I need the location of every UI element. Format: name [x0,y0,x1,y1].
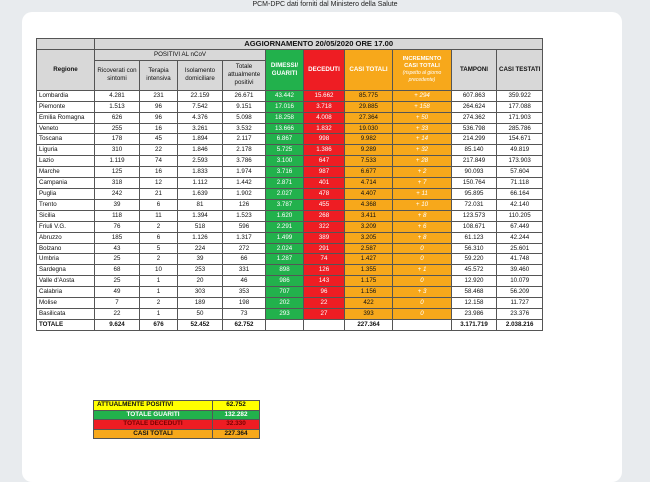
cell-casi: 4.714 [345,178,393,189]
cell-casi: 393 [345,308,393,319]
cell-ti: 2 [140,298,178,309]
cell-tot: 9.151 [223,101,266,112]
cell-regione: Abruzzo [37,232,95,243]
cell-ti: 1 [140,287,178,298]
cell-dim: 986 [266,276,304,287]
cell-inc: + 294 [393,90,452,101]
cell-tot: 2.117 [223,134,266,145]
cell-regione: Sardegna [37,265,95,276]
cell-dec: 74 [304,254,345,265]
cell-tot: 5.098 [223,112,266,123]
cell-dim: 293 [266,308,304,319]
cell-dim: 13.666 [266,123,304,134]
cell-regione: Lazio [37,156,95,167]
cell-tamp: 274.362 [452,112,497,123]
cell-inc: + 8 [393,232,452,243]
cell-iso: 52.452 [178,319,223,330]
cell-casi: 1.427 [345,254,393,265]
cell-iso: 39 [178,254,223,265]
cell-ric: 43 [95,243,140,254]
cell-iso: 253 [178,265,223,276]
cell-casi: 1.175 [345,276,393,287]
cell-dim: 2.871 [266,178,304,189]
summary-deceduti-label: TOTALE DECEDUTI [94,420,213,430]
cell-ti: 1 [140,308,178,319]
cell-dim: 3.100 [266,156,304,167]
table-row [37,232,543,243]
cell-test: 39.460 [497,265,543,276]
cell-ric: 1.513 [95,101,140,112]
cell-iso: 189 [178,298,223,309]
cell-regione: Basilicata [37,308,95,319]
cell-inc: + 2 [393,167,452,178]
cell-ti: 2 [140,221,178,232]
cell-regione: Veneto [37,123,95,134]
cell-iso: 303 [178,287,223,298]
cell-ric: 22 [95,308,140,319]
cell-test: 49.819 [497,145,543,156]
cell-test: 110.205 [497,210,543,221]
update-header: AGGIORNAMENTO 20/05/2020 ORE 17.00 [95,39,543,50]
cell-ric: 185 [95,232,140,243]
cell-iso: 50 [178,308,223,319]
cell-ti: 16 [140,123,178,134]
cell-tamp: 59.220 [452,254,497,265]
cell-test: 285.786 [497,123,543,134]
cell-iso: 3.261 [178,123,223,134]
col-deceduti: DECEDUTI [304,49,345,90]
cell-dec: 15.662 [304,90,345,101]
cell-casi: 3.205 [345,232,393,243]
cell-tot: 596 [223,221,266,232]
cell-regione: Umbria [37,254,95,265]
cell-dec: 96 [304,287,345,298]
cell-inc: + 32 [393,145,452,156]
cell-tot: 1.317 [223,232,266,243]
col-isolamento: Isolamento domiciliare [178,60,223,90]
cell-ric: 9.624 [95,319,140,330]
summary-guariti-label: TOTALE GUARITI [94,410,213,420]
cell-tot: 126 [223,199,266,210]
cell-inc: + 3 [393,287,452,298]
cell-test: 41.748 [497,254,543,265]
cell-ti: 1 [140,276,178,287]
cell-ti: 2 [140,254,178,265]
cell-tamp: 58.468 [452,287,497,298]
cell-tamp: 536.798 [452,123,497,134]
table-row [37,308,543,319]
cell-tamp: 56.310 [452,243,497,254]
cell-iso: 22.159 [178,90,223,101]
cell-ric: 318 [95,178,140,189]
table-row [37,265,543,276]
cell-inc: + 50 [393,112,452,123]
summary-positivi-value: 62.752 [213,401,260,411]
cell-tot: 46 [223,276,266,287]
cell-ric: 118 [95,210,140,221]
cell-tot: 66 [223,254,266,265]
cell-regione: Friuli V.G. [37,221,95,232]
col-dimessi: DIMESSI/ GUARITI [266,49,304,90]
cell-regione: Puglia [37,188,95,199]
cell-ric: 39 [95,199,140,210]
summary-guariti-value: 132.282 [213,410,260,420]
cell-casi: 85.775 [345,90,393,101]
cell-ti: 6 [140,232,178,243]
cell-dec: 32.330 [304,319,345,330]
cell-dim: 1.287 [266,254,304,265]
cell-test: 42.244 [497,232,543,243]
cell-dim: 3.787 [266,199,304,210]
cell-inc: 0 [393,276,452,287]
summary-casi-label: CASI TOTALI [94,429,213,439]
cell-tamp: 12.158 [452,298,497,309]
cell-tot: 3.532 [223,123,266,134]
cell-inc: 0 [393,254,452,265]
cell-test: 173.903 [497,156,543,167]
cell-test: 57.604 [497,167,543,178]
cell-inc: + 11 [393,188,452,199]
cell-ric: 4.281 [95,90,140,101]
cell-dec: 1.832 [304,123,345,134]
cell-inc: + 10 [393,199,452,210]
cell-test: 71.118 [497,178,543,189]
cell-tot: 1.902 [223,188,266,199]
cell-tot: 3.786 [223,156,266,167]
cell-dim: 17.016 [266,101,304,112]
cell-casi: 1.355 [345,265,393,276]
cell-iso: 1.894 [178,134,223,145]
cell-tamp: 95.895 [452,188,497,199]
cell-ti: 96 [140,101,178,112]
col-positivi-group: POSITIVI AL nCoV [95,49,266,60]
table-row [37,188,543,199]
cell-inc: + 8 [393,210,452,221]
table-row [37,178,543,189]
cell-tamp: 123.573 [452,210,497,221]
col-ricoverati: Ricoverati con sintomi [95,60,140,90]
cell-regione: Molise [37,298,95,309]
cell-iso: 1.394 [178,210,223,221]
cell-inc: + 6 [393,221,452,232]
cell-dim: 5.725 [266,145,304,156]
cell-iso: 1.112 [178,178,223,189]
cell-casi: 227.364 [345,319,393,330]
cell-casi: 19.030 [345,123,393,134]
cell-dim: 6.867 [266,134,304,145]
total-row [37,319,543,330]
cell-casi: 3.411 [345,210,393,221]
cell-iso: 1.639 [178,188,223,199]
cell-inc: 0 [393,243,452,254]
cell-tot: 1.523 [223,210,266,221]
cell-regione: Toscana [37,134,95,145]
cell-dec: 455 [304,199,345,210]
cell-dec: 998 [304,134,345,145]
cell-dec: 1.386 [304,145,345,156]
cell-dim: 2.291 [266,221,304,232]
cell-inc: 0 [393,298,452,309]
cell-tamp: 607.863 [452,90,497,101]
cell-test: 10.079 [497,276,543,287]
cell-ti: 12 [140,178,178,189]
cell-dec: 987 [304,167,345,178]
cell-dec: 27 [304,308,345,319]
table-row [37,210,543,221]
cell-dec: 268 [304,210,345,221]
cell-test: 25.601 [497,243,543,254]
cell-ti: 676 [140,319,178,330]
cell-casi: 9.289 [345,145,393,156]
col-casi-totali: CASI TOTALI [345,49,393,90]
cell-test: 67.449 [497,221,543,232]
cell-tamp: 45.572 [452,265,497,276]
cell-ric: 49 [95,287,140,298]
cell-tamp: 85.140 [452,145,497,156]
cell-dec: 401 [304,178,345,189]
cell-ric: 68 [95,265,140,276]
cell-tamp: 61.123 [452,232,497,243]
cell-inc: + 1 [393,265,452,276]
cell-dec: 322 [304,221,345,232]
summary-casi-value: 227.364 [213,429,260,439]
cell-test: 66.164 [497,188,543,199]
cell-dec: 143 [304,276,345,287]
cell-ric: 25 [95,276,140,287]
cell-regione: Campania [37,178,95,189]
cell-ric: 76 [95,221,140,232]
cell-regione: TOTALE [37,319,95,330]
cell-tot: 2.178 [223,145,266,156]
cell-regione: Bolzano [37,243,95,254]
cell-ric: 125 [95,167,140,178]
table-row [37,90,543,101]
cell-dec: 4.008 [304,112,345,123]
cell-ti: 22 [140,145,178,156]
cell-ti: 96 [140,112,178,123]
cell-ric: 255 [95,123,140,134]
cell-casi: 4.368 [345,199,393,210]
cell-test: 171.903 [497,112,543,123]
col-tamponi: TAMPONI [452,49,497,90]
cell-dec: 22 [304,298,345,309]
table-row [37,145,543,156]
cell-test: 56.209 [497,287,543,298]
cell-iso: 2.593 [178,156,223,167]
cell-dim: 1.620 [266,210,304,221]
cell-dim: 18.258 [266,112,304,123]
cell-iso: 7.542 [178,101,223,112]
cell-tamp: 90.093 [452,167,497,178]
cell-tot: 198 [223,298,266,309]
cell-tamp: 12.920 [452,276,497,287]
cell-dim: 202 [266,298,304,309]
cell-iso: 1.126 [178,232,223,243]
cell-casi: 27.364 [345,112,393,123]
cell-casi: 2.587 [345,243,393,254]
cell-ti: 45 [140,134,178,145]
covid-regional-table [36,38,543,331]
cell-casi: 422 [345,298,393,309]
cell-ric: 1.119 [95,156,140,167]
cell-tot: 62.752 [223,319,266,330]
cell-ric: 178 [95,134,140,145]
cell-regione: Trento [37,199,95,210]
cell-iso: 4.376 [178,112,223,123]
cell-ric: 626 [95,112,140,123]
summary-deceduti-value: 32.330 [213,420,260,430]
col-casi-testati: CASI TESTATI [497,49,543,90]
cell-casi: 1.156 [345,287,393,298]
cell-dim: 1.499 [266,232,304,243]
cell-dec: 647 [304,156,345,167]
cell-inc: + 14 [393,134,452,145]
cell-dec: 291 [304,243,345,254]
cell-casi: 3.209 [345,221,393,232]
cell-test: 154.671 [497,134,543,145]
cell-regione: Marche [37,167,95,178]
cell-inc: + 158 [393,101,452,112]
cell-tot: 73 [223,308,266,319]
cell-dim: 3.716 [266,167,304,178]
table-row [37,123,543,134]
cell-ti: 231 [140,90,178,101]
cell-dec: 478 [304,188,345,199]
cell-ti: 11 [140,210,178,221]
table-row [37,134,543,145]
cell-ti: 74 [140,156,178,167]
table-row [37,199,543,210]
cell-dec: 389 [304,232,345,243]
cell-tamp: 217.849 [452,156,497,167]
cell-tot: 26.671 [223,90,266,101]
cell-iso: 224 [178,243,223,254]
cell-tot: 353 [223,287,266,298]
cell-regione: Lombardia [37,90,95,101]
cell-iso: 1.846 [178,145,223,156]
cell-tamp: 214.299 [452,134,497,145]
cell-dim: 2.027 [266,188,304,199]
cell-ric: 242 [95,188,140,199]
cell-tamp: 150.764 [452,178,497,189]
cell-dim: 43.442 [266,90,304,101]
cell-regione: Sicilia [37,210,95,221]
cell-inc: 0 [393,308,452,319]
cell-ti: 21 [140,188,178,199]
cell-tamp: 23.986 [452,308,497,319]
cell-inc: + 28 [393,156,452,167]
source-line: PCM-DPC dati forniti dal Ministero della Salute [252,1,398,8]
table-row [37,167,543,178]
cell-ric: 7 [95,298,140,309]
cell-dec: 3.718 [304,101,345,112]
cell-dim: 898 [266,265,304,276]
cell-test: 177.088 [497,101,543,112]
col-regione: Regione [37,49,95,90]
cell-test: 23.376 [497,308,543,319]
cell-ti: 10 [140,265,178,276]
cell-dim: 132.282 [266,319,304,330]
cell-tamp: 3.171.719 [452,319,497,330]
cell-regione: Calabria [37,287,95,298]
cell-inc: + 33 [393,123,452,134]
cell-tamp: 72.031 [452,199,497,210]
cell-test: 42.140 [497,199,543,210]
cell-iso: 20 [178,276,223,287]
col-totale-positivi: Totale attualmente positivi [223,60,266,90]
cell-casi: 6.677 [345,167,393,178]
cell-tot: 331 [223,265,266,276]
col-terapia: Terapia intensiva [140,60,178,90]
cell-regione: Valle d'Aosta [37,276,95,287]
cell-inc: + 7 [393,178,452,189]
table-row [37,156,543,167]
cell-dec: 126 [304,265,345,276]
cell-inc: + 665 [393,319,452,330]
cell-regione: Piemonte [37,101,95,112]
table-row [37,298,543,309]
col-incremento: INCREMENTO CASI TOTALI (rispetto al giorno precedente) [393,49,452,90]
cell-test: 2.038.216 [497,319,543,330]
table-row [37,287,543,298]
cell-ric: 25 [95,254,140,265]
table-row [37,243,543,254]
table-row [37,112,543,123]
cell-regione: Liguria [37,145,95,156]
cell-test: 11.727 [497,298,543,309]
cell-iso: 518 [178,221,223,232]
cell-ti: 5 [140,243,178,254]
summary-positivi-label: ATTUALMENTE POSITIVI [94,401,213,411]
table-row [37,221,543,232]
cell-casi: 7.533 [345,156,393,167]
table-row [37,254,543,265]
cell-dim: 2.024 [266,243,304,254]
cell-dim: 707 [266,287,304,298]
cell-ti: 16 [140,167,178,178]
cell-casi: 29.885 [345,101,393,112]
cell-ric: 310 [95,145,140,156]
cell-casi: 4.407 [345,188,393,199]
cell-tamp: 108.671 [452,221,497,232]
cell-tamp: 264.624 [452,101,497,112]
summary-table [93,400,260,439]
cell-iso: 81 [178,199,223,210]
table-row [37,276,543,287]
cell-regione: Emilia Romagna [37,112,95,123]
cell-tot: 272 [223,243,266,254]
cell-tot: 1.974 [223,167,266,178]
cell-ti: 6 [140,199,178,210]
cell-iso: 1.833 [178,167,223,178]
cell-test: 359.922 [497,90,543,101]
cell-casi: 9.982 [345,134,393,145]
cell-tot: 1.442 [223,178,266,189]
table-row [37,101,543,112]
